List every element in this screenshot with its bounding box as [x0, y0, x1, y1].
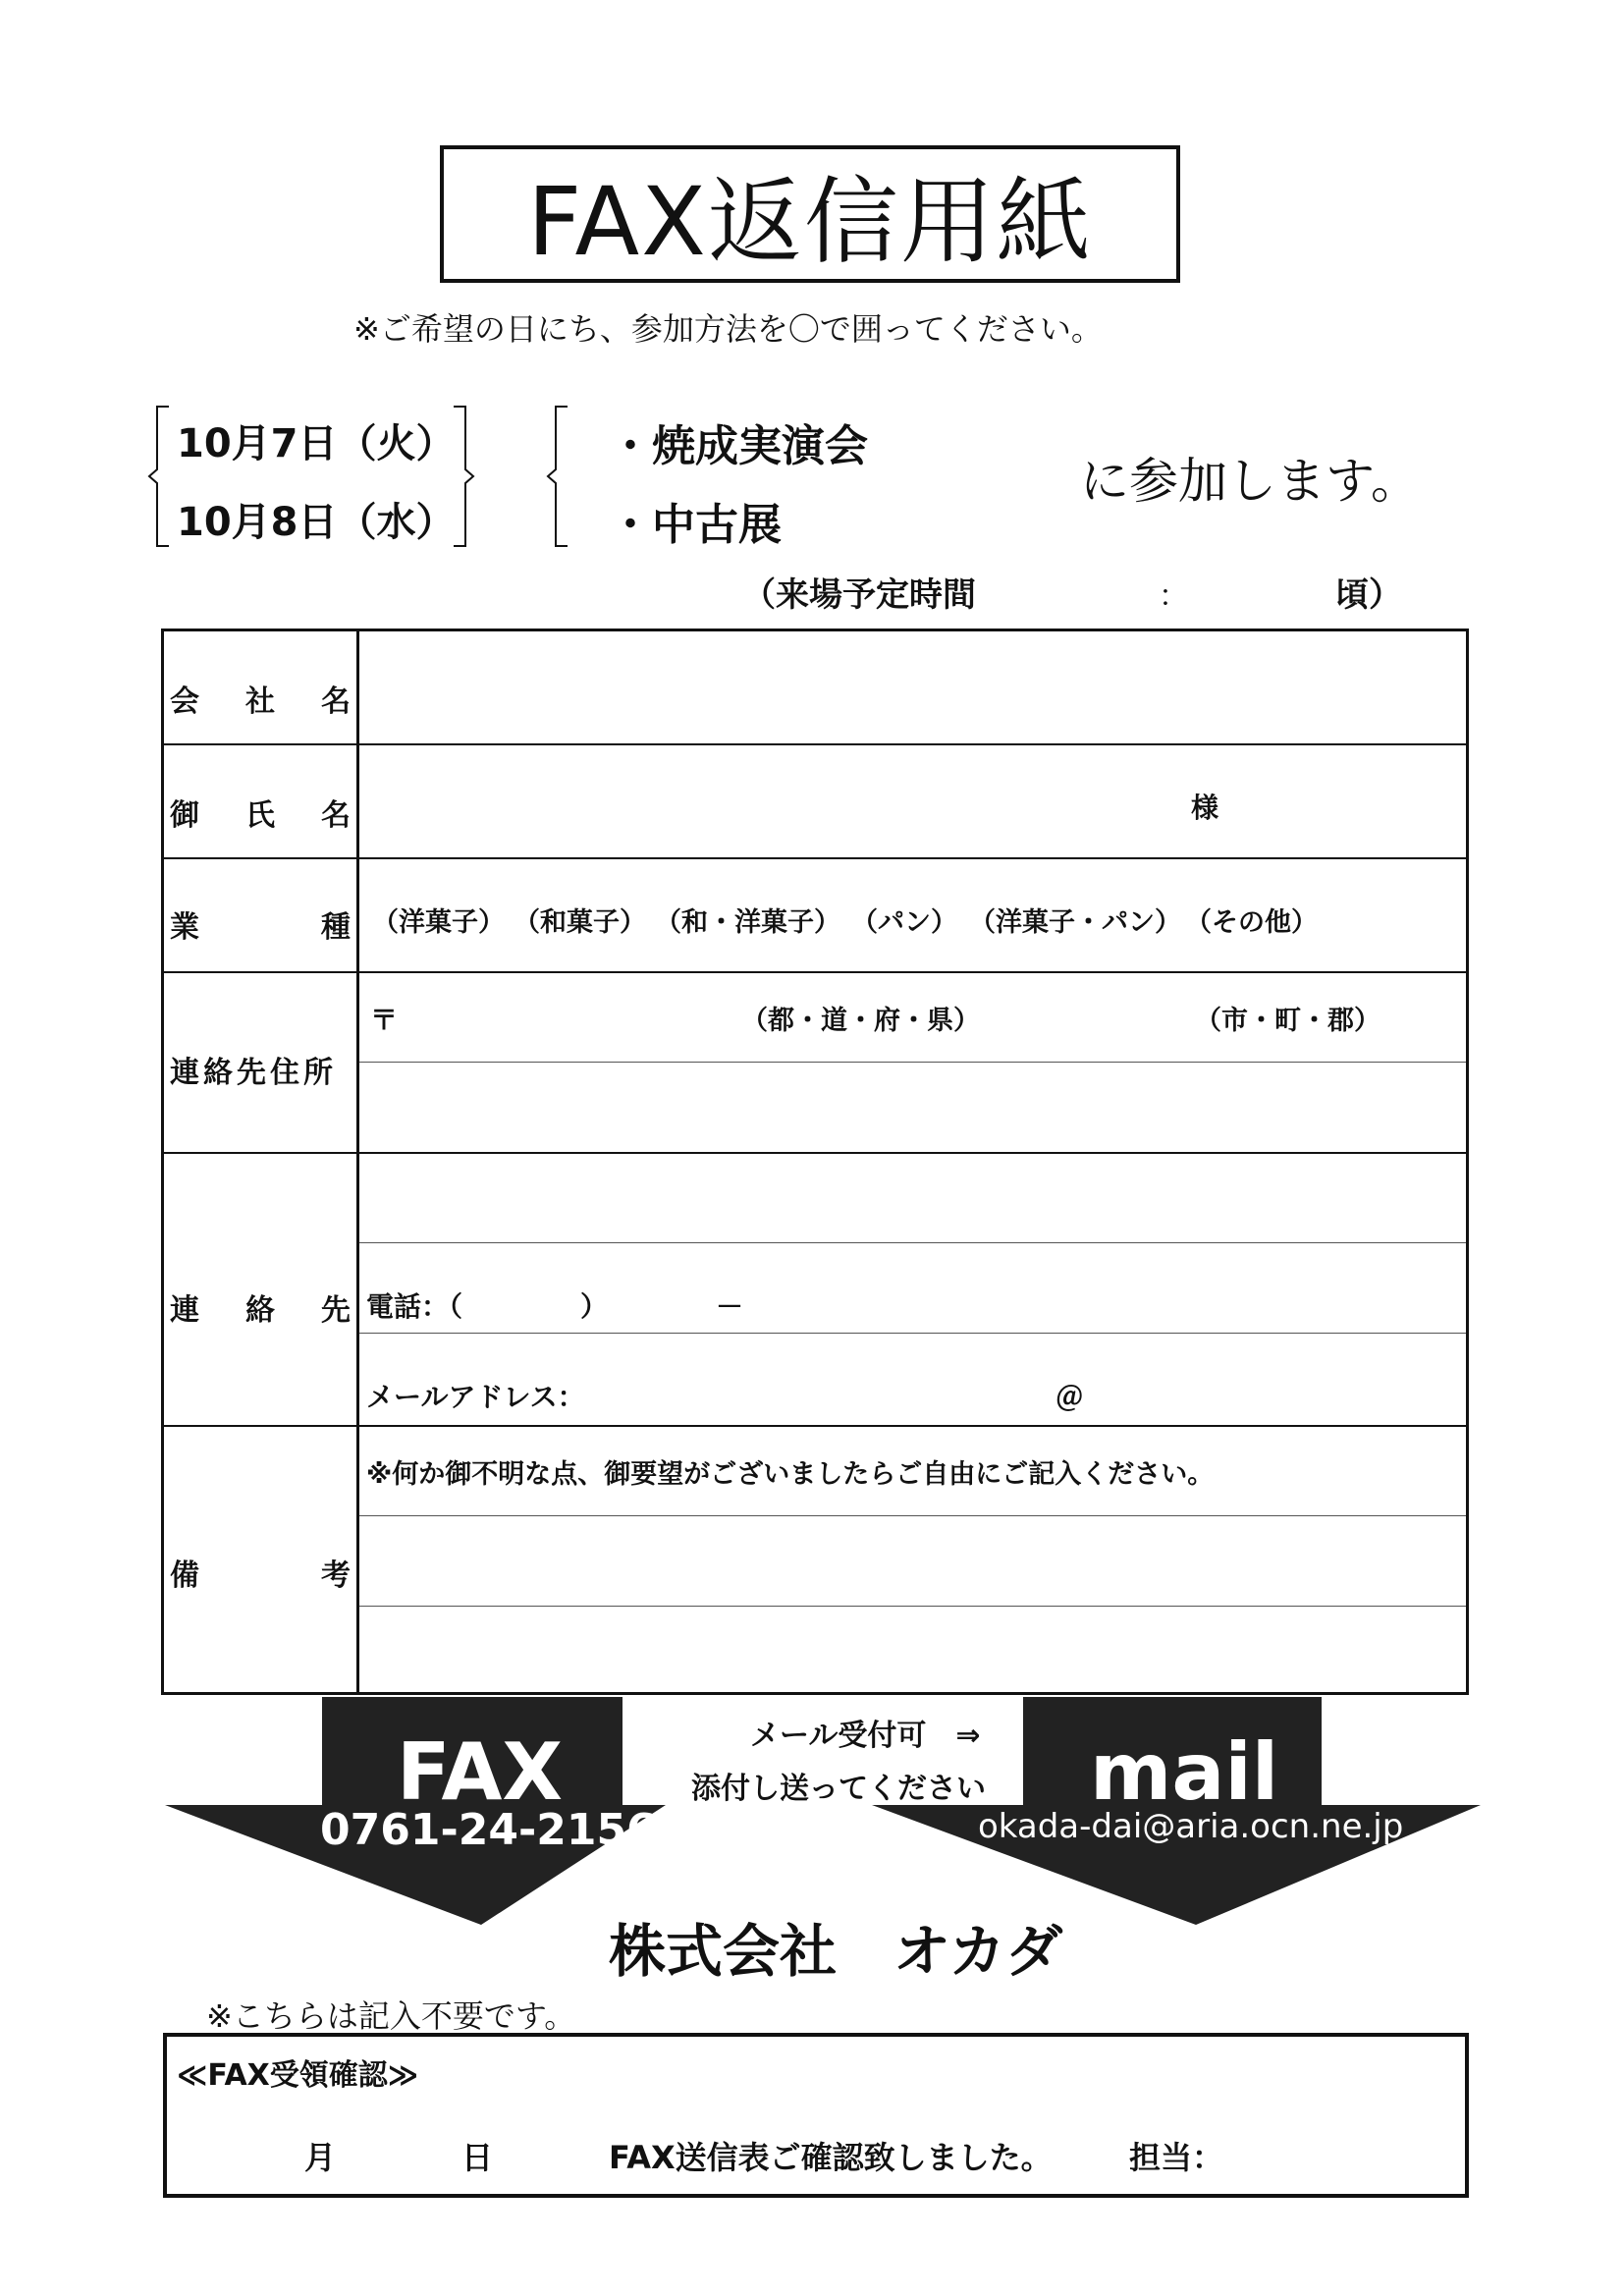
company-name: 株式会社 オカダ — [609, 1918, 1063, 1985]
industry-option-bread[interactable]: （パン） — [851, 907, 957, 938]
receipt-staff: 担当： — [1129, 2139, 1224, 2176]
industry-option-other[interactable]: （その他） — [1185, 907, 1318, 938]
participate-text: に参加します。 — [1080, 453, 1420, 510]
receipt-day: 日 — [461, 2139, 494, 2176]
attach-note: 添付し送ってください — [691, 1772, 986, 1806]
postal-mark: 〒 — [370, 1004, 399, 1036]
contact-label: 連 絡 先 — [170, 1293, 351, 1328]
industry-option-japanese-sweets[interactable]: （和菓子） — [514, 907, 646, 938]
arrival-time-colon: ： — [1159, 579, 1188, 614]
industry-option-japanese-western[interactable]: （和・洋菓子） — [655, 907, 840, 938]
company-name-field[interactable] — [360, 633, 1464, 741]
email-at: ＠ — [1056, 1381, 1084, 1413]
industry-option-sweets-bread[interactable]: （洋菓子・パン） — [969, 907, 1181, 938]
page-title: FAX返信用紙 — [440, 145, 1180, 283]
fax-number: 0761-24-2156 — [320, 1805, 657, 1855]
remarks-note: ※何か御不明な点、御要望がございましたらご自由にご記入ください。 — [366, 1459, 1215, 1490]
remarks-field[interactable] — [360, 1519, 1464, 1686]
name-suffix: 様 — [1191, 792, 1219, 824]
row-subdivider — [359, 1333, 1466, 1334]
phone-label: 電話：（ — [366, 1290, 463, 1323]
fax-heading: FAX — [397, 1726, 564, 1818]
event-option-2: ・中古展 — [609, 500, 782, 550]
date-option-2: 10月8日（水） — [177, 500, 456, 545]
label-column-divider — [356, 631, 359, 1692]
arrival-time-label: （来場予定時間 — [742, 575, 976, 615]
row-divider — [164, 743, 1466, 745]
phone-dash: － — [716, 1290, 744, 1323]
date-option-1: 10月7日（火） — [177, 421, 456, 466]
row-divider — [164, 1152, 1466, 1154]
row-subdivider — [359, 1515, 1466, 1516]
name-field[interactable] — [360, 747, 1464, 855]
no-entry-note: ※こちらは記入不要です。 — [206, 1997, 576, 2035]
name-label: 御 氏 名 — [170, 798, 351, 833]
city-label: （市・町・郡） — [1195, 1006, 1380, 1036]
date-right-brace — [446, 403, 475, 550]
mail-heading: mail — [1090, 1726, 1279, 1818]
row-divider — [164, 1425, 1466, 1427]
row-subdivider — [359, 1062, 1466, 1063]
address-field[interactable] — [360, 1066, 1464, 1148]
instruction-text: ※ご希望の日にち、参加方法を〇で囲ってください。 — [353, 310, 1103, 348]
date-left-brace — [147, 403, 177, 550]
row-subdivider — [359, 1242, 1466, 1243]
remarks-label: 備 考 — [170, 1558, 351, 1593]
mail-accepted-note: メール受付可 ⇒ — [750, 1719, 981, 1753]
phone-close: ） — [580, 1290, 609, 1323]
arrival-time-end: 頃） — [1335, 575, 1402, 615]
mail-address: okada-dai@aria.ocn.ne.jp — [978, 1807, 1404, 1846]
industry-label: 業 種 — [170, 910, 351, 945]
application-form — [161, 629, 1469, 1695]
fax-receipt-box — [163, 2033, 1469, 2198]
receipt-title: ≪FAX受領確認≫ — [177, 2058, 419, 2093]
row-divider — [164, 857, 1466, 859]
company-name-label: 会 社 名 — [170, 684, 351, 719]
event-left-brace — [546, 403, 575, 550]
receipt-confirm: FAX送信表ご確認致しました。 — [609, 2139, 1053, 2176]
prefecture-label: （都・道・府・県） — [741, 1006, 980, 1036]
row-divider — [164, 971, 1466, 973]
receipt-month: 月 — [304, 2139, 337, 2176]
address-label: 連絡先住所 — [170, 1056, 337, 1090]
industry-option-western-sweets[interactable]: （洋菓子） — [372, 907, 505, 938]
event-option-1: ・焼成実演会 — [609, 421, 868, 471]
email-label: メールアドレス： — [366, 1381, 585, 1413]
